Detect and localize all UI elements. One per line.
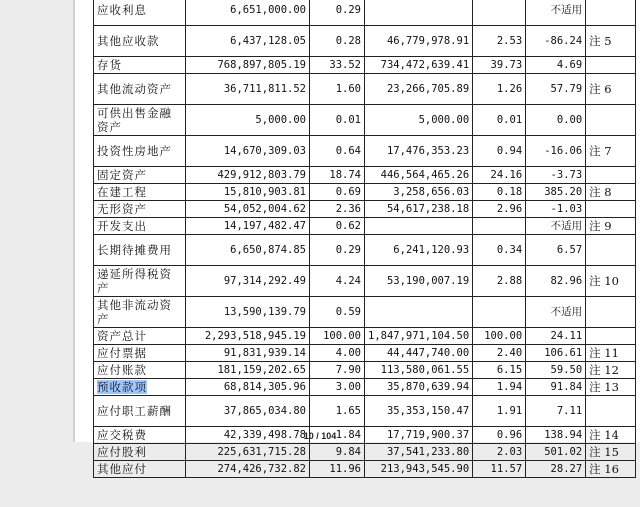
cell-prev-pct: 1.94 [473,379,526,396]
cell-cur-pct: 0.69 [310,184,365,201]
cell-name: 长期待摊费用 [94,235,186,266]
cell-prev: 3,258,656.03 [365,184,473,201]
cell-change: -1.03 [526,201,586,218]
cell-cur-pct: 1.60 [310,74,365,105]
cell-name: 应付票据 [94,345,186,362]
table-row [94,297,636,328]
cell-cur: 68,814,305.96 [186,379,310,396]
cell-change: -3.73 [526,167,586,184]
table-row [94,328,636,345]
cell-name: 其他流动资产 [94,74,186,105]
cell-cur: 429,912,803.79 [186,167,310,184]
cell-prev-pct: 2.40 [473,345,526,362]
table-row [94,218,636,235]
cell-name: 固定资产 [94,167,186,184]
cell-name: 存货 [94,57,186,74]
cell-cur: 6,437,128.05 [186,26,310,57]
cell-change: 不适用 [526,218,586,235]
cell-prev: 54,617,238.18 [365,201,473,218]
cell-cur-pct: 1.65 [310,396,365,427]
cell-change: 4.69 [526,57,586,74]
cell-cur-pct: 0.29 [310,235,365,266]
cell-change: 不适用 [526,297,586,328]
cell-prev-pct: 100.00 [473,328,526,345]
cell-cur: 181,159,202.65 [186,362,310,379]
cell-name: 资产总计 [94,328,186,345]
cell-change: 91.84 [526,379,586,396]
table-row [94,0,636,26]
cell-prev-pct: 2.96 [473,201,526,218]
cell-cur-pct: 11.96 [310,461,365,478]
page-number: 10 / 104 [303,431,337,441]
cell-note [586,297,636,328]
cell-cur: 5,000.00 [186,105,310,136]
cell-cur: 14,670,309.03 [186,136,310,167]
cell-change: 138.94 [526,427,586,444]
cell-cur: 14,197,482.47 [186,218,310,235]
cell-cur-pct: 0.62 [310,218,365,235]
cell-prev [365,297,473,328]
cell-prev: 35,870,639.94 [365,379,473,396]
cell-note [586,201,636,218]
cell-cur-pct: 0.28 [310,26,365,57]
cell-name: 递延所得税资产 [94,266,186,297]
cell-cur-pct: 33.52 [310,57,365,74]
cell-prev-pct: 6.15 [473,362,526,379]
cell-cur: 6,651,000.00 [186,0,310,26]
table-row [94,105,636,136]
table-row [94,362,636,379]
table-row [94,167,636,184]
cell-note: 注 11 [586,345,636,362]
cell-cur-pct: 2.36 [310,201,365,218]
cell-cur: 36,711,811.52 [186,74,310,105]
cell-note: 注 12 [586,362,636,379]
cell-note: 注 8 [586,184,636,201]
cell-note: 注 10 [586,266,636,297]
cell-note: 注 15 [586,444,636,461]
cell-cur-pct: 0.64 [310,136,365,167]
cell-cur: 15,810,903.81 [186,184,310,201]
cell-name: 其他非流动资产 [94,297,186,328]
cell-cur: 274,426,732.82 [186,461,310,478]
cell-prev-pct: 39.73 [473,57,526,74]
cell-cur: 2,293,518,945.19 [186,328,310,345]
cell-change: 不适用 [526,0,586,26]
cell-note: 注 5 [586,26,636,57]
table-row [94,379,636,396]
cell-cur-pct: 0.59 [310,297,365,328]
cell-note [586,0,636,26]
cell-cur-pct: 7.90 [310,362,365,379]
table-row [94,461,636,478]
cell-cur: 42,339,498.78 [186,427,310,444]
cell-prev: 1,847,971,104.50 [365,328,473,345]
cell-note [586,105,636,136]
cell-note [586,328,636,345]
table-row [94,136,636,167]
cell-cur-pct: 4.00 [310,345,365,362]
cell-prev-pct: 2.88 [473,266,526,297]
cell-name: 应付股利 [94,444,186,461]
cell-cur-pct: 100.00 [310,328,365,345]
cell-note: 注 13 [586,379,636,396]
table-row [94,26,636,57]
cell-prev-pct: 2.03 [473,444,526,461]
cell-prev: 17,719,900.37 [365,427,473,444]
cell-cur: 37,865,034.80 [186,396,310,427]
cell-note [586,396,636,427]
cell-change: 385.20 [526,184,586,201]
cell-prev-pct: 0.94 [473,136,526,167]
cell-prev: 17,476,353.23 [365,136,473,167]
cell-change: 24.11 [526,328,586,345]
cell-cur: 6,650,874.85 [186,235,310,266]
table-row [94,57,636,74]
cell-cur: 225,631,715.28 [186,444,310,461]
cell-name: 在建工程 [94,184,186,201]
cell-change: 7.11 [526,396,586,427]
cell-cur: 54,052,004.62 [186,201,310,218]
cell-name: 应付职工薪酬 [94,396,186,427]
cell-prev-pct: 1.91 [473,396,526,427]
cell-name: 可供出售金融资产 [94,105,186,136]
cell-change: 6.57 [526,235,586,266]
cell-note: 注 16 [586,461,636,478]
cell-prev-pct: 0.96 [473,427,526,444]
cell-prev: 37,541,233.80 [365,444,473,461]
page-edge [73,0,75,442]
cell-cur: 13,590,139.79 [186,297,310,328]
cell-note: 注 9 [586,218,636,235]
cell-name: 应付账款 [94,362,186,379]
cell-prev: 113,580,061.55 [365,362,473,379]
cell-note [586,167,636,184]
cell-change: 57.79 [526,74,586,105]
cell-prev: 53,190,007.19 [365,266,473,297]
cell-cur-pct: 3.00 [310,379,365,396]
cell-prev: 6,241,120.93 [365,235,473,266]
cell-note [586,235,636,266]
cell-prev-pct: 0.18 [473,184,526,201]
cell-cur-pct: 0.29 [310,0,365,26]
cell-cur-pct: 9.84 [310,444,365,461]
cell-name: 无形资产 [94,201,186,218]
cell-name: 其他应付 [94,461,186,478]
cell-name: 开发支出 [94,218,186,235]
cell-change: 501.02 [526,444,586,461]
cell-prev: 446,564,465.26 [365,167,473,184]
cell-change: 28.27 [526,461,586,478]
cell-name: 应交税费 [94,427,186,444]
cell-prev [365,0,473,26]
cell-prev-pct: 0.01 [473,105,526,136]
cell-change: -16.06 [526,136,586,167]
cell-prev-pct: 0.34 [473,235,526,266]
cell-prev-pct [473,297,526,328]
cell-prev-pct: 11.57 [473,461,526,478]
table-row [94,201,636,218]
cell-prev-pct [473,0,526,26]
cell-cur-pct: 4.24 [310,266,365,297]
cell-prev: 23,266,705.89 [365,74,473,105]
cell-note: 注 7 [586,136,636,167]
cell-name: 应收利息 [94,0,186,26]
cell-prev: 5,000.00 [365,105,473,136]
table-row [94,266,636,297]
cell-prev: 46,779,978.91 [365,26,473,57]
cell-prev: 35,353,150.47 [365,396,473,427]
cell-name [94,379,186,396]
cell-prev [365,218,473,235]
cell-cur: 91,831,939.14 [186,345,310,362]
cell-cur: 768,897,805.19 [186,57,310,74]
balance-sheet-table [93,0,636,478]
cell-cur-pct: 1.84 [310,427,365,444]
cell-cur: 97,314,292.49 [186,266,310,297]
table-row [94,235,636,266]
cell-note: 注 14 [586,427,636,444]
table-row [94,444,636,461]
cell-name: 其他应收款 [94,26,186,57]
cell-prev: 213,943,545.90 [365,461,473,478]
cell-prev-pct: 1.26 [473,74,526,105]
cell-change: 0.00 [526,105,586,136]
cell-name: 投资性房地产 [94,136,186,167]
cell-prev-pct: 2.53 [473,26,526,57]
cell-change: -86.24 [526,26,586,57]
cell-change: 59.50 [526,362,586,379]
cell-cur-pct: 0.01 [310,105,365,136]
table-row [94,345,636,362]
cell-note [586,57,636,74]
table-row [94,184,636,201]
selected-text[interactable]: 预收款项 [97,380,147,394]
cell-cur-pct: 18.74 [310,167,365,184]
table-row [94,396,636,427]
cell-prev-pct [473,218,526,235]
cell-prev: 44,447,740.00 [365,345,473,362]
cell-change: 82.96 [526,266,586,297]
cell-change: 106.61 [526,345,586,362]
cell-prev: 734,472,639.41 [365,57,473,74]
table-row [94,74,636,105]
cell-prev-pct: 24.16 [473,167,526,184]
cell-note: 注 6 [586,74,636,105]
